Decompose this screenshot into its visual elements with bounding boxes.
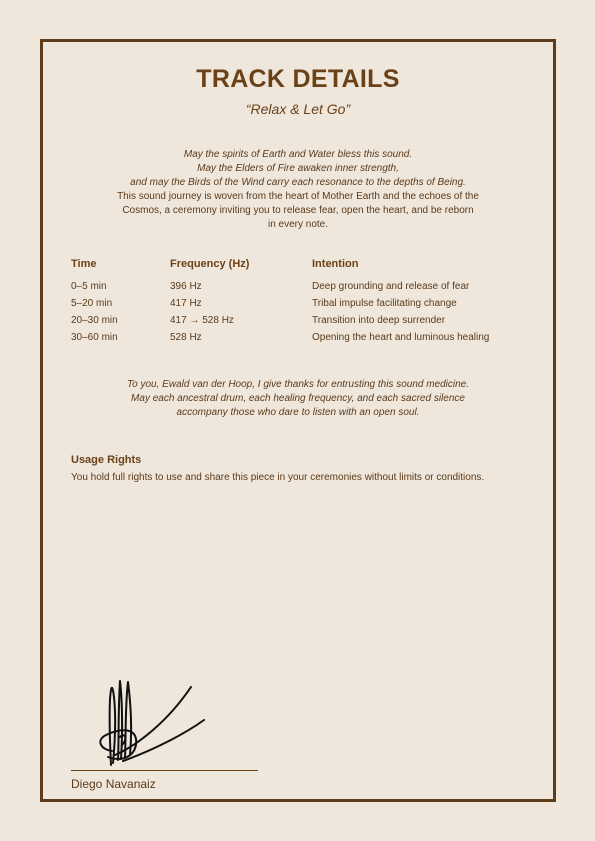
cell-time: 30–60 min [71, 332, 118, 343]
cell-frequency: 396 Hz [170, 281, 202, 292]
table-header-row [71, 258, 531, 281]
thanks-line: accompany those who dare to listen with an open soul. [176, 407, 420, 418]
table-row [71, 315, 531, 332]
cell-intention: Deep grounding and release of fear [312, 281, 470, 292]
cell-time: 0–5 min [71, 281, 107, 292]
blessing-line: and may the Birds of the Wind carry each resonance to the depths of Being. [130, 177, 466, 188]
cell-time: 20–30 min [71, 315, 118, 326]
table-row [71, 281, 531, 298]
cell-intention: Tribal impulse facilitating change [312, 298, 457, 309]
header-intention: Intention [312, 258, 359, 270]
cell-intention: Opening the heart and luminous healing [312, 332, 490, 343]
blessing-paragraph [83, 148, 513, 232]
document-frame [40, 39, 556, 802]
table-row [71, 332, 531, 349]
blessing-line: May the spirits of Earth and Water bless this sound. [183, 149, 413, 160]
thanks-paragraph [83, 378, 513, 420]
cell-intention: Transition into deep surrender [312, 315, 446, 326]
handwritten-signature [98, 667, 258, 777]
description-line: Cosmos, a ceremony inviting you to release fear, open the heart, and be reborn [122, 205, 474, 216]
description-line: in every note. [267, 219, 329, 230]
track-subtitle: “Relax & Let Go” [245, 101, 351, 117]
thanks-line: May each ancestral drum, each healing frequency, and each sacred silence [131, 393, 465, 404]
cell-time: 5–20 min [71, 298, 113, 309]
header-time: Time [71, 258, 97, 270]
table-row [71, 298, 531, 315]
blessing-line: May the Elders of Fire awaken inner strength, [197, 163, 399, 174]
usage-rights-text: You hold full rights to use and share this piece in your ceremonies without limits or conditions. [71, 472, 485, 483]
signer-name: Diego Navanaiz [71, 777, 156, 791]
description-line: This sound journey is woven from the heart of Mother Earth and the echoes of the [117, 191, 479, 202]
cell-frequency: 417 Hz [170, 298, 202, 309]
usage-rights-heading: Usage Rights [71, 454, 142, 466]
cell-frequency: 528 Hz [170, 332, 202, 343]
thanks-line: To you, Ewald van der Hoop, I give thanks for entrusting this sound medicine. [126, 379, 470, 390]
frequency-table [71, 258, 531, 349]
page-title: TRACK DETAILS [196, 65, 400, 93]
cell-frequency: 417 → 528 Hz [170, 315, 234, 326]
header-frequency: Frequency (Hz) [170, 258, 250, 270]
signature-line [71, 770, 258, 771]
